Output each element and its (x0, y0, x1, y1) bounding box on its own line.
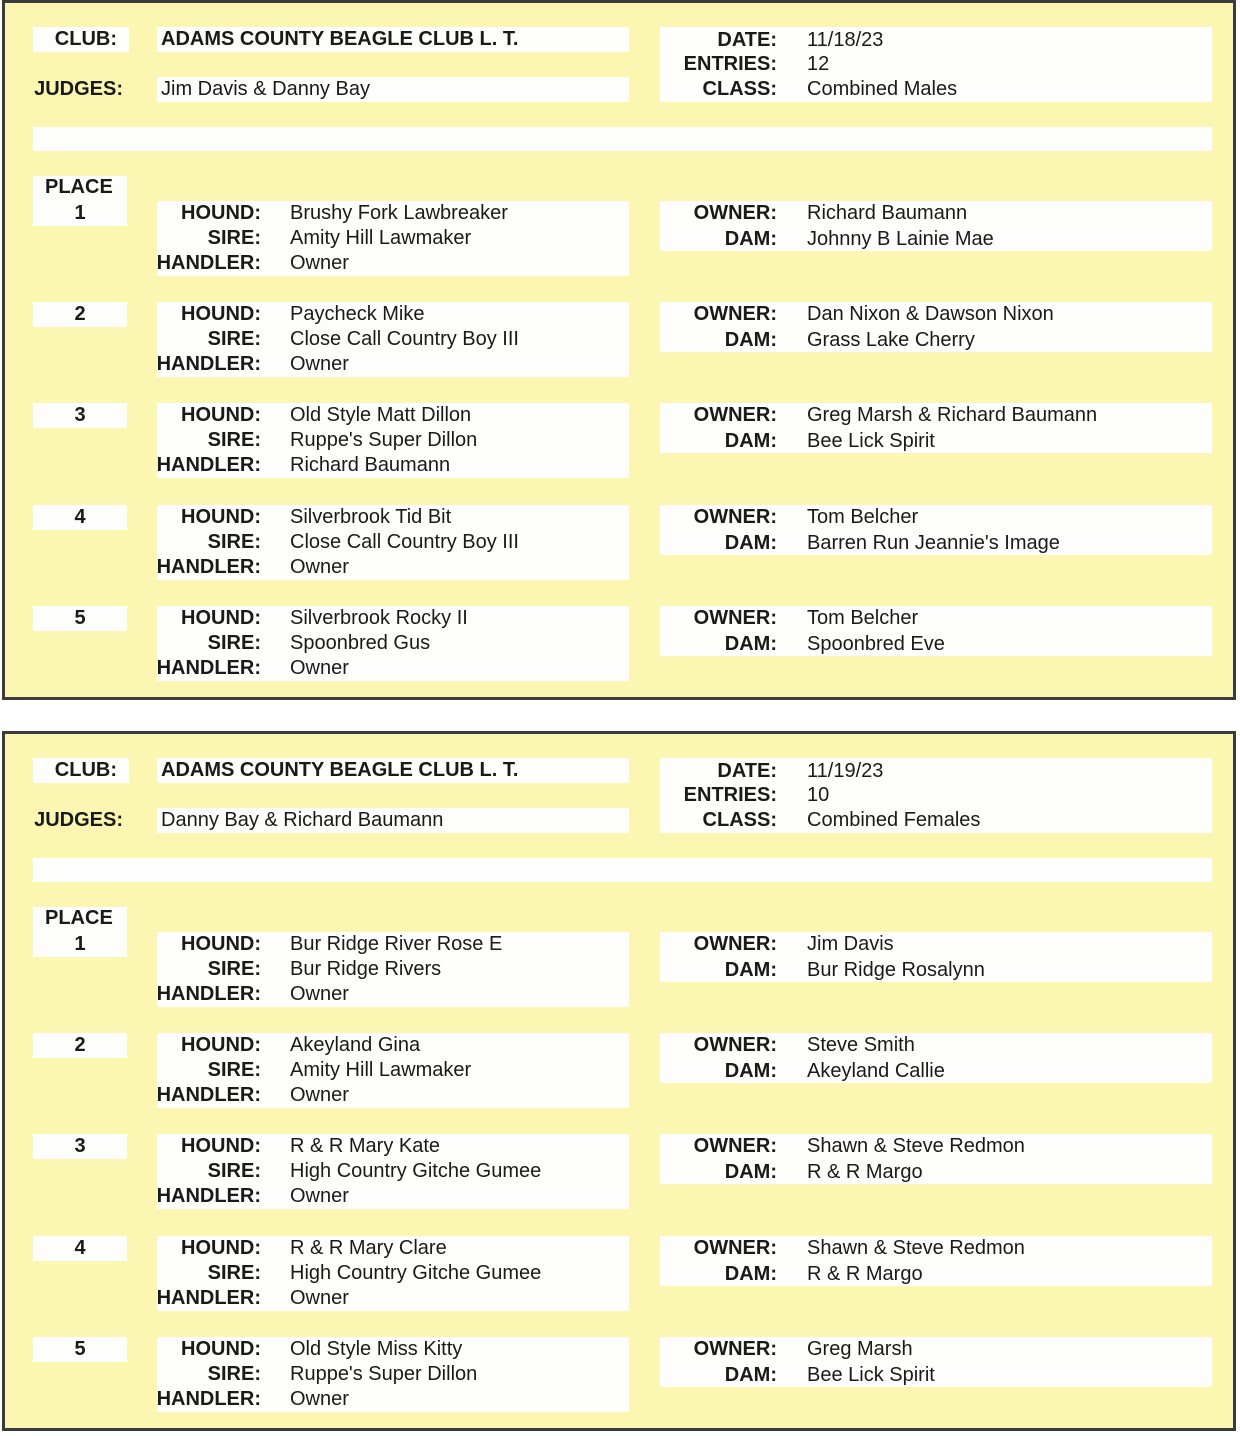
handler-name: Owner (290, 983, 349, 1005)
result-card (2, 731, 1236, 1431)
entries-value: 12 (807, 53, 830, 75)
dam-label: DAM: (724, 633, 777, 655)
handler-label: HANDLER: (156, 252, 261, 274)
judges-names: Danny Bay & Richard Baumann (161, 809, 444, 831)
dam-label: DAM: (724, 228, 777, 250)
place-number: 1 (74, 933, 86, 955)
hound-label: HOUND: (181, 933, 261, 955)
dam-label: DAM: (724, 430, 777, 452)
hound-name: Old Style Miss Kitty (290, 1338, 463, 1360)
hound-label: HOUND: (181, 202, 261, 224)
hound-name: Akeyland Gina (290, 1034, 421, 1056)
sire-name: High Country Gitche Gumee (290, 1262, 542, 1284)
place-number: 3 (74, 404, 86, 426)
owner-name: Tom Belcher (807, 607, 919, 629)
entries-label: ENTRIES: (683, 53, 777, 75)
owner-label: OWNER: (693, 607, 777, 629)
club-name: ADAMS COUNTY BEAGLE CLUB L. T. (161, 28, 519, 50)
handler-label: HANDLER: (156, 556, 261, 578)
owner-label: OWNER: (693, 202, 777, 224)
date-label: DATE: (717, 29, 777, 51)
entries-label: ENTRIES: (683, 784, 777, 806)
handler-label: HANDLER: (156, 1287, 261, 1309)
owner-label: OWNER: (693, 1237, 777, 1259)
hound-name: Bur Ridge River Rose E (290, 933, 503, 955)
handler-label: HANDLER: (156, 1185, 261, 1207)
sire-label: SIRE: (207, 632, 261, 654)
hound-label: HOUND: (181, 1034, 261, 1056)
spacer-bar (33, 858, 1212, 882)
place-number: 2 (74, 1034, 86, 1056)
hound-name: Paycheck Mike (290, 303, 425, 325)
owner-name: Tom Belcher (807, 506, 919, 528)
sire-name: High Country Gitche Gumee (290, 1160, 542, 1182)
owner-name: Richard Baumann (807, 202, 968, 224)
entries-value: 10 (807, 784, 830, 806)
spacer-bar (33, 127, 1212, 151)
place-number: 5 (74, 607, 86, 629)
hound-label: HOUND: (181, 506, 261, 528)
place-number: 4 (74, 506, 86, 528)
hound-name: Old Style Matt Dillon (290, 404, 472, 426)
owner-label: OWNER: (693, 1034, 777, 1056)
place-label: PLACE (45, 907, 113, 929)
handler-name: Owner (290, 1287, 349, 1309)
hound-name: R & R Mary Clare (290, 1237, 447, 1259)
dam-label: DAM: (724, 329, 777, 351)
hound-label: HOUND: (181, 404, 261, 426)
dam-name: Akeyland Callie (807, 1060, 945, 1082)
place-number: 3 (74, 1135, 86, 1157)
dam-label: DAM: (724, 1263, 777, 1285)
sire-label: SIRE: (207, 1160, 261, 1182)
dam-name: Johnny B Lainie Mae (807, 228, 994, 250)
handler-label: HANDLER: (156, 983, 261, 1005)
handler-name: Owner (290, 556, 349, 578)
owner-name: Jim Davis (807, 933, 894, 955)
sire-name: Amity Hill Lawmaker (290, 227, 472, 249)
class-label: CLASS: (702, 809, 777, 831)
handler-name: Owner (290, 1388, 349, 1410)
dam-name: R & R Margo (807, 1161, 923, 1183)
hound-name: Silverbrook Rocky II (290, 607, 468, 629)
handler-label: HANDLER: (156, 1084, 261, 1106)
dam-label: DAM: (724, 532, 777, 554)
hound-label: HOUND: (181, 1135, 261, 1157)
dam-name: Grass Lake Cherry (807, 329, 975, 351)
dam-name: Spoonbred Eve (807, 633, 945, 655)
hound-name: Silverbrook Tid Bit (290, 506, 452, 528)
owner-label: OWNER: (693, 506, 777, 528)
handler-name: Owner (290, 1084, 349, 1106)
sire-label: SIRE: (207, 531, 261, 553)
handler-name: Owner (290, 1185, 349, 1207)
place-number: 2 (74, 303, 86, 325)
handler-label: HANDLER: (156, 353, 261, 375)
owner-label: OWNER: (693, 404, 777, 426)
sire-label: SIRE: (207, 1262, 261, 1284)
handler-label: HANDLER: (156, 1388, 261, 1410)
owner-name: Shawn & Steve Redmon (807, 1237, 1025, 1259)
owner-name: Greg Marsh (807, 1338, 913, 1360)
judges-names: Jim Davis & Danny Bay (161, 78, 370, 100)
dam-name: Barren Run Jeannie's Image (807, 532, 1060, 554)
date-label: DATE: (717, 760, 777, 782)
handler-name: Owner (290, 657, 349, 679)
club-name: ADAMS COUNTY BEAGLE CLUB L. T. (161, 759, 519, 781)
hound-label: HOUND: (181, 1338, 261, 1360)
hound-name: Brushy Fork Lawbreaker (290, 202, 508, 224)
owner-label: OWNER: (693, 303, 777, 325)
judges-label: JUDGES: (34, 78, 123, 100)
dam-label: DAM: (724, 1060, 777, 1082)
sire-name: Bur Ridge Rivers (290, 958, 442, 980)
date-value: 11/18/23 (807, 29, 884, 51)
class-value: Combined Females (807, 809, 981, 831)
owner-name: Dan Nixon & Dawson Nixon (807, 303, 1054, 325)
dam-label: DAM: (724, 1161, 777, 1183)
sire-label: SIRE: (207, 958, 261, 980)
owner-name: Shawn & Steve Redmon (807, 1135, 1025, 1157)
club-label: CLUB: (54, 28, 117, 50)
dam-name: R & R Margo (807, 1263, 923, 1285)
sire-label: SIRE: (207, 429, 261, 451)
sire-name: Close Call Country Boy III (290, 328, 519, 350)
hound-name: R & R Mary Kate (290, 1135, 441, 1157)
sire-label: SIRE: (207, 1363, 261, 1385)
class-value: Combined Males (807, 78, 958, 100)
dam-label: DAM: (724, 1364, 777, 1386)
hound-label: HOUND: (181, 607, 261, 629)
hound-label: HOUND: (181, 303, 261, 325)
dam-name: Bur Ridge Rosalynn (807, 959, 985, 981)
place-label: PLACE (45, 176, 113, 198)
class-label: CLASS: (702, 78, 777, 100)
judges-label: JUDGES: (34, 809, 123, 831)
sire-label: SIRE: (207, 227, 261, 249)
sire-name: Ruppe's Super Dillon (290, 1363, 478, 1385)
handler-name: Owner (290, 353, 349, 375)
owner-name: Greg Marsh & Richard Baumann (807, 404, 1098, 426)
sire-label: SIRE: (207, 328, 261, 350)
place-number: 4 (74, 1237, 86, 1259)
sire-name: Spoonbred Gus (290, 632, 431, 654)
hound-label: HOUND: (181, 1237, 261, 1259)
owner-label: OWNER: (693, 1338, 777, 1360)
owner-label: OWNER: (693, 1135, 777, 1157)
result-card (2, 0, 1236, 700)
dam-name: Bee Lick Spirit (807, 430, 935, 452)
owner-label: OWNER: (693, 933, 777, 955)
date-value: 11/19/23 (807, 760, 884, 782)
handler-label: HANDLER: (156, 454, 261, 476)
sire-name: Ruppe's Super Dillon (290, 429, 478, 451)
dam-name: Bee Lick Spirit (807, 1364, 935, 1386)
sire-name: Amity Hill Lawmaker (290, 1059, 472, 1081)
sire-name: Close Call Country Boy III (290, 531, 519, 553)
sire-label: SIRE: (207, 1059, 261, 1081)
handler-name: Owner (290, 252, 349, 274)
handler-label: HANDLER: (156, 657, 261, 679)
place-number: 1 (74, 202, 86, 224)
dam-label: DAM: (724, 959, 777, 981)
owner-name: Steve Smith (807, 1034, 915, 1056)
handler-name: Richard Baumann (290, 454, 451, 476)
club-label: CLUB: (54, 759, 117, 781)
place-number: 5 (74, 1338, 86, 1360)
